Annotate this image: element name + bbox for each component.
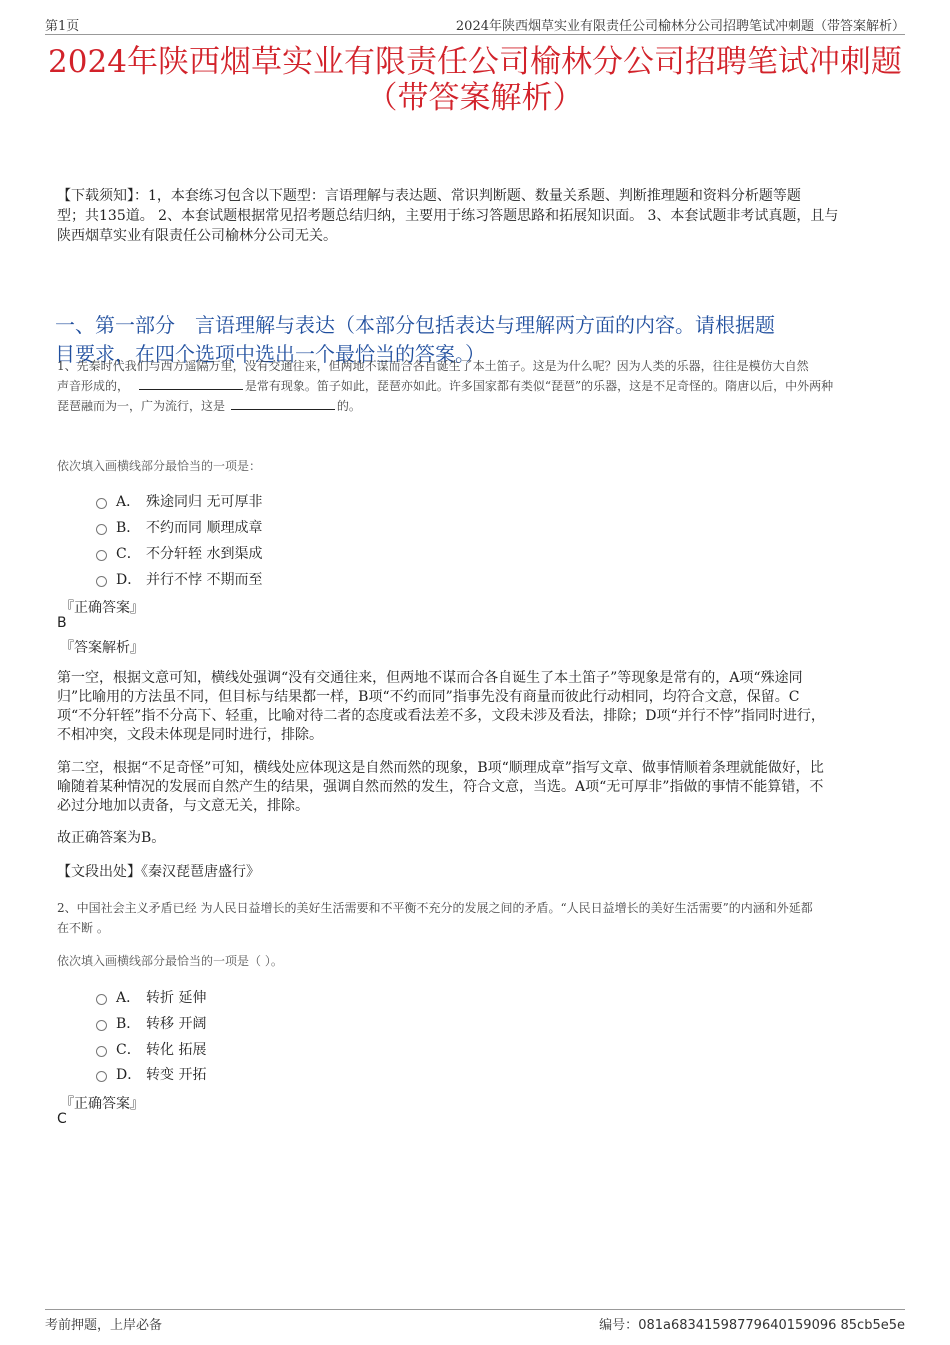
correct-answer-value: B	[57, 615, 67, 631]
option-letter: A．	[116, 494, 141, 510]
analysis-line: 不相冲突，文段未体现是同时进行，排除。	[57, 727, 323, 743]
header-divider	[45, 34, 905, 35]
notice-line: 型；共135道。 2、本套试题根据常见招考题总结归纳，主要用于练习答题思路和拓展知识面。 3、本套试题非考试真题，且与	[57, 208, 839, 224]
analysis-line: 项“不分轩轾”指不分高下、轻重，比喻对待二者的态度或看法差不多，文段未涉及看法，排除；D项“并行不悖”指同时进行，	[57, 708, 825, 724]
page-title-line1: 2024年陕西烟草实业有限责任公司榆林分公司招聘笔试冲刺题	[48, 44, 902, 80]
option-b[interactable]	[96, 1013, 206, 1033]
notice-line: 陕西烟草实业有限责任公司榆林分公司无关。	[57, 228, 337, 244]
correct-answer-label: 『正确答案』	[60, 600, 144, 616]
option-text: 并行不悖 不期而至	[146, 572, 263, 588]
radio-icon[interactable]	[96, 498, 107, 509]
radio-icon[interactable]	[96, 994, 107, 1005]
option-letter: C．	[116, 546, 141, 562]
option-text: 转折 延伸	[146, 990, 207, 1006]
analysis-line: 必过分地加以责备，与文意无关，排除。	[57, 798, 309, 814]
passage-source: 【文段出处】《秦汉琵琶唐盛行》	[57, 864, 260, 880]
option-c[interactable]	[96, 1039, 206, 1059]
correct-answer-value: C	[57, 1111, 67, 1127]
option-text: 转移 开阔	[146, 1016, 207, 1032]
option-letter: B．	[116, 520, 141, 536]
question-1-stem	[57, 356, 893, 416]
fill-blank	[139, 377, 243, 390]
option-letter: D．	[116, 1067, 142, 1083]
analysis-line: 第二空，根据“不足奇怪”可知，横线处应体现这是自然而然的现象，B项“顺理成章”指写文章、做事情顺着条理就能做好，比	[57, 760, 824, 776]
analysis-label: 『答案解析』	[60, 640, 144, 656]
radio-icon[interactable]	[96, 550, 107, 561]
question-line: 在不断 。	[57, 921, 109, 935]
analysis-line: 第一空，根据文意可知，横线处强调“没有交通往来，但两地不谋而合各自诞生了本土笛子”等现象是常有的，A项“殊途同	[57, 670, 803, 686]
fill-blank	[231, 397, 335, 410]
radio-icon[interactable]	[96, 1046, 107, 1057]
option-d[interactable]	[96, 1064, 206, 1084]
question-2-stem	[57, 898, 893, 938]
footer-code	[599, 1314, 905, 1333]
question-line	[57, 376, 893, 396]
footer-code-label: 编号：	[599, 1318, 639, 1333]
correct-answer-label: 『正确答案』	[60, 1096, 144, 1112]
option-text: 不约而同 顺理成章	[146, 520, 263, 536]
download-notice	[57, 186, 893, 246]
option-text: 不分轩轾 水到渠成	[146, 546, 263, 562]
option-a[interactable]	[96, 491, 262, 511]
radio-icon[interactable]	[96, 1020, 107, 1031]
question-line: 2、中国社会主义矛盾已经 为人民日益增长的美好生活需要和不平衡不充分的发展之间的矛盾。“人民日益增长的美好生活需要”的内涵和外延都	[57, 901, 813, 915]
option-letter: C．	[116, 1042, 141, 1058]
analysis-paragraph-2	[57, 759, 893, 816]
question-line	[57, 396, 893, 416]
option-text: 转变 开拓	[146, 1067, 207, 1083]
option-text: 殊途同归 无可厚非	[146, 494, 263, 510]
section-heading-line: 一、第一部分 言语理解与表达（本部分包括表达与理解两方面的内容。请根据题	[55, 313, 775, 337]
question-1-prompt: 依次填入画横线部分最恰当的一项是：	[57, 459, 262, 473]
header-doc-title: 2024年陕西烟草实业有限责任公司榆林分公司招聘笔试冲刺题（带答案解析）	[455, 19, 905, 34]
option-letter: B．	[116, 1016, 141, 1032]
radio-icon[interactable]	[96, 576, 107, 587]
page-title-line2: （带答案解析）	[366, 80, 584, 116]
section-heading-line: 目要求，在四个选项中选出一个最恰当的答案。）	[55, 342, 485, 366]
footer-divider	[45, 1309, 905, 1310]
analysis-paragraph-1	[57, 669, 893, 745]
radio-icon[interactable]	[96, 524, 107, 535]
option-d[interactable]	[96, 569, 262, 589]
page-title	[40, 44, 910, 116]
footer-code-value: 081a68341598779640159096 85cb5e5e	[638, 1318, 905, 1333]
question-2-prompt: 依次填入画横线部分最恰当的一项是（ ）。	[57, 954, 283, 968]
question-text: 是常有现象。笛子如此，琵琶亦如此。许多国家都有类似“琵琶”的乐器，这是不足奇怪的。隋唐以后，中外两种	[244, 379, 834, 393]
analysis-line: 归”比喻用的方法虽不同，但目标与结果都一样，B项“不约而同”指事先没有商量而彼此行动相同，均符合文意，保留。C	[57, 689, 800, 705]
option-a[interactable]	[96, 987, 206, 1007]
question-text: 声音形成的，	[57, 379, 130, 393]
option-letter: A．	[116, 990, 141, 1006]
option-c[interactable]	[96, 543, 262, 563]
analysis-line: 喻随着某种情况的发展而自然产生的结果，强调自然而然的发生，符合文意，当选。A项“无可厚非”指做的事情不能算错，不	[57, 779, 824, 795]
notice-line: 【下载须知】：1，本套练习包含以下题型：言语理解与表达题、常识判断题、数量关系题、判断推理题和资料分析题等题	[57, 188, 801, 204]
question-line: 1、先秦时代我们与西方遥隔万里，没有交通往来，但两地不谋而合各自诞生了本土笛子。这是为什么呢？因为人类的乐器，往往是模仿大自然	[57, 359, 809, 373]
footer-slogan: 考前押题，上岸必备	[45, 1318, 163, 1333]
radio-icon[interactable]	[96, 1071, 107, 1082]
option-b[interactable]	[96, 517, 262, 537]
question-text: 琵琶融而为一，广为流行，这是	[57, 399, 226, 413]
analysis-conclusion: 故正确答案为B。	[57, 830, 166, 846]
option-text: 转化 拓展	[146, 1042, 207, 1058]
header-page-number: 第1页	[45, 19, 80, 34]
option-letter: D．	[116, 572, 142, 588]
question-text: 的。	[336, 399, 361, 413]
